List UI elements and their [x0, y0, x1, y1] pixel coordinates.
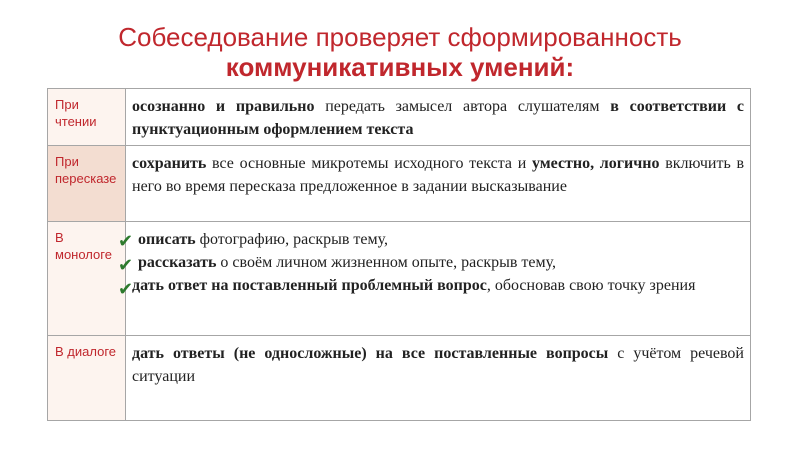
bold-text: описать	[138, 231, 196, 248]
list-item	[132, 228, 744, 251]
table-row-monologue	[48, 222, 751, 336]
list-item	[132, 274, 744, 297]
check-mark-icon: ✔	[118, 231, 134, 252]
slide-title	[0, 22, 800, 82]
title-line-2: коммуникативных умений:	[225, 52, 575, 82]
check-mark-icon: ✔	[118, 255, 134, 276]
row-text	[126, 89, 751, 146]
row-label: При чтении	[48, 89, 126, 146]
bold-text: дать ответ на поставленный проблемный вопрос	[132, 277, 487, 294]
text-fragment: передать замысел автора слушателям	[314, 98, 611, 115]
table-row-dialogue	[48, 336, 751, 421]
skills-table	[47, 88, 751, 421]
bold-text: уместно, логично	[531, 155, 660, 172]
row-text	[126, 146, 751, 222]
bold-text: осознанно и правильно	[132, 98, 315, 115]
bold-text: в соответствии с пунктуационным оформлением текста	[132, 98, 744, 138]
row-label: В диалоге	[48, 336, 126, 421]
text-fragment: все основные микротемы исходного текста и	[206, 155, 532, 172]
text-fragment: , обосновав свою точку зрения	[486, 277, 696, 294]
text-fragment: включить в него во время пересказа предложенное в задании высказывание	[132, 155, 744, 195]
table-row-retelling	[48, 146, 751, 222]
text-fragment: с учётом речевой ситуации	[132, 345, 744, 385]
bold-text: дать ответы (не односложные) на все поставленные вопросы	[132, 345, 609, 362]
bold-text: сохранить	[132, 155, 207, 172]
text-fragment: фотографию, раскрыв тему,	[195, 231, 389, 248]
row-label: При пересказе	[48, 146, 126, 222]
bold-text: рассказать	[138, 254, 217, 271]
list-item	[132, 251, 744, 274]
check-mark-icon: ✔	[118, 279, 134, 300]
text-fragment: о своём личном жизненном опыте, раскрыв тему,	[216, 254, 557, 271]
row-text	[126, 336, 751, 421]
title-line-1: Собеседование проверяет сформированность	[118, 22, 682, 52]
table-row-reading	[48, 89, 751, 146]
row-text-list	[126, 222, 751, 336]
row-label: В монологе	[48, 222, 126, 336]
